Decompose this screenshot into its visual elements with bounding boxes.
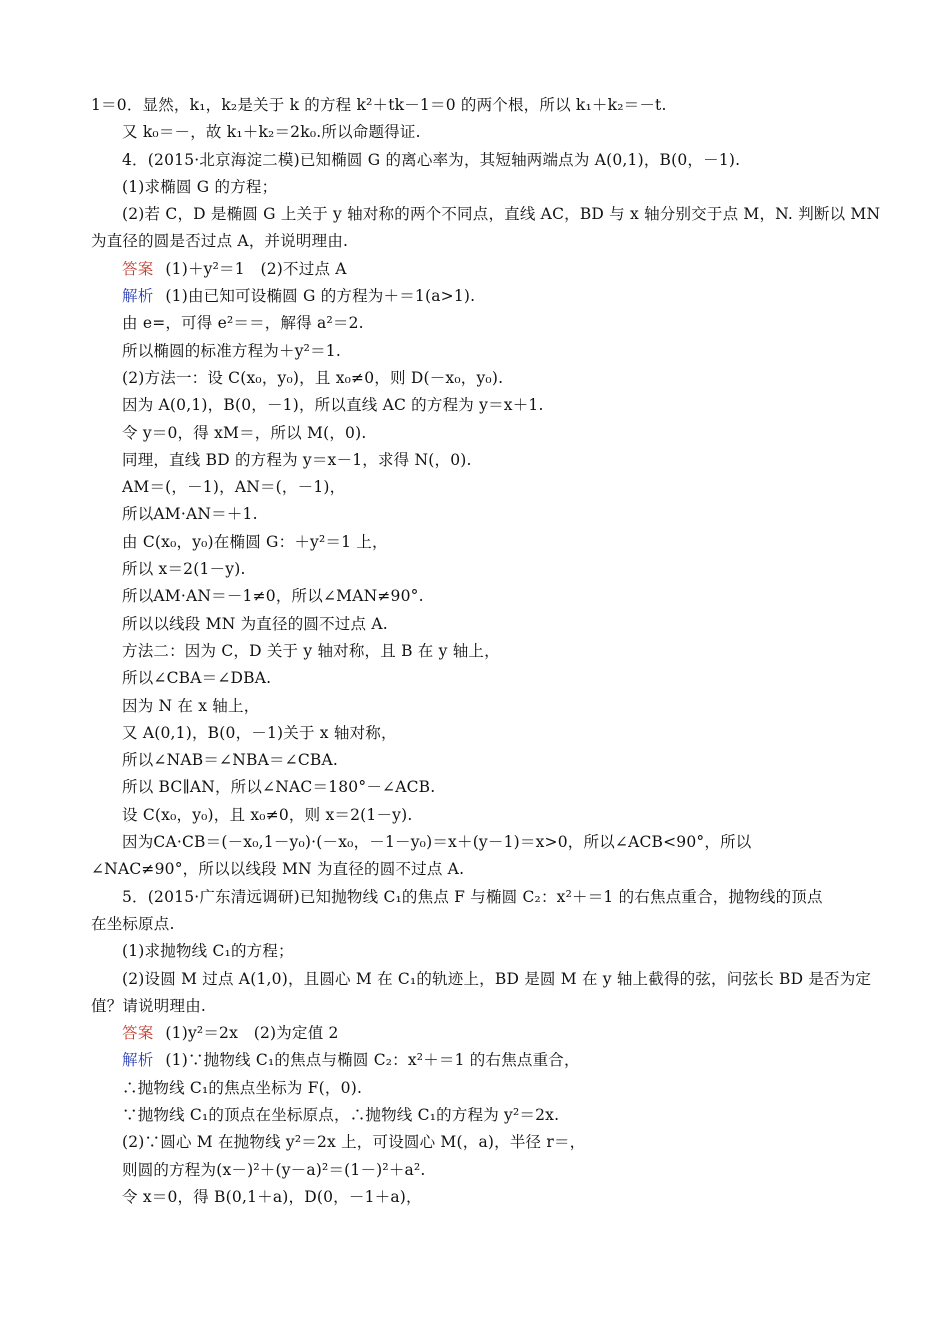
text-line xyxy=(0,201,950,228)
line-text: (1)∵抛物线 C₁的焦点与椭圆 C₂：x²＋＝1 的右焦点重合， xyxy=(165,1051,580,1070)
text-line xyxy=(0,529,950,556)
line-text: (1)y²＝2x (2)为定值 2 xyxy=(165,1024,339,1043)
line-text: 4．(2015·北京海淀二模)已知椭圆 G 的离心率为，其短轴两端点为 A(0,1)，B(0，－1). xyxy=(122,150,741,169)
analysis-label: 解析 xyxy=(122,287,154,306)
analysis-label: 解析 xyxy=(122,1051,154,1070)
line-text: 由 C(x₀，y₀)在椭圆 G：＋y²＝1 上， xyxy=(122,532,388,551)
text-line xyxy=(0,256,950,283)
line-text: 所以AM·AN＝＋1. xyxy=(122,505,258,524)
line-text: 又 k₀＝－，故 k₁＋k₂＝2k₀.所以命题得证. xyxy=(122,123,421,142)
text-line xyxy=(0,884,950,911)
line-text: 值？请说明理由. xyxy=(91,996,207,1015)
text-line xyxy=(0,583,950,610)
text-line xyxy=(0,856,950,883)
line-text: 又 A(0,1)，B(0，－1)关于 x 轴对称， xyxy=(122,723,397,742)
text-line xyxy=(0,802,950,829)
text-line xyxy=(0,147,950,174)
line-text: 设 C(x₀，y₀)，且 x₀≠0，则 x＝2(1－y). xyxy=(122,805,413,824)
text-line xyxy=(0,1129,950,1156)
line-text: 所以椭圆的标准方程为＋y²＝1. xyxy=(122,341,341,360)
text-line xyxy=(0,1020,950,1047)
line-text: AM＝(，－1)，AN＝(，－1)， xyxy=(122,478,346,497)
line-text: 方法二：因为 C，D 关于 y 轴对称，且 B 在 y 轴上， xyxy=(122,641,500,660)
answer-label: 答案 xyxy=(122,259,154,278)
text-line xyxy=(0,392,950,419)
text-line xyxy=(0,1157,950,1184)
text-line xyxy=(0,966,950,993)
text-line xyxy=(0,228,950,255)
line-text: 在坐标原点. xyxy=(91,914,175,933)
text-line xyxy=(0,938,950,965)
line-text: (2)设圆 M 过点 A(1,0)，且圆心 M 在 C₁的轨迹上，BD 是圆 M 在 y 轴上截得的弦，问弦长 BD 是否为定 xyxy=(122,969,872,988)
line-text: ∵抛物线 C₁的顶点在坐标原点，∴抛物线 C₁的方程为 y²＝2x. xyxy=(122,1105,560,1124)
line-text: (1)由已知可设椭圆 G 的方程为＋＝1(a>1). xyxy=(165,287,476,306)
text-line xyxy=(0,1075,950,1102)
line-text: 因为 N 在 x 轴上， xyxy=(122,696,260,715)
line-text: 所以 BC∥AN，所以∠NAC＝180°－∠ACB. xyxy=(122,778,436,797)
line-text: ∴抛物线 C₁的焦点坐标为 F(，0). xyxy=(122,1078,363,1097)
line-text: (2)方法一：设 C(x₀，y₀)，且 x₀≠0，则 D(－x₀，y₀). xyxy=(122,368,504,387)
document-page xyxy=(0,92,950,1211)
answer-label: 答案 xyxy=(122,1024,154,1043)
line-text: ∠NAC≠90°，所以以线段 MN 为直径的圆不过点 A. xyxy=(91,860,465,879)
text-line xyxy=(0,774,950,801)
text-line xyxy=(0,693,950,720)
text-line xyxy=(0,665,950,692)
line-text: 则圆的方程为(x－)²＋(y－a)²＝(1－)²＋a². xyxy=(122,1160,426,1179)
text-line xyxy=(0,720,950,747)
text-line xyxy=(0,174,950,201)
text-line xyxy=(0,1184,950,1211)
text-line xyxy=(0,474,950,501)
line-text: 为直径的圆是否过点 A，并说明理由. xyxy=(91,232,349,251)
text-line xyxy=(0,638,950,665)
text-line xyxy=(0,92,950,119)
line-text: 所以∠CBA＝∠DBA. xyxy=(122,669,272,688)
line-text: (1)求椭圆 G 的方程； xyxy=(122,177,278,196)
line-text: (1)求抛物线 C₁的方程； xyxy=(122,942,294,961)
line-text: (1)＋y²＝1 (2)不过点 A xyxy=(165,259,347,278)
line-text: 同理，直线 BD 的方程为 y＝x－1，求得 N(，0). xyxy=(122,450,472,469)
text-line xyxy=(0,365,950,392)
text-line xyxy=(0,747,950,774)
line-text: 5．(2015·广东清远调研)已知抛物线 C₁的焦点 F 与椭圆 C₂：x²＋＝1 的右焦点重合，抛物线的顶点 xyxy=(122,887,823,906)
line-text: (2)若 C，D 是椭圆 G 上关于 y 轴对称的两个不同点，直线 AC，BD 与 x 轴分别交于点 M，N. 判断以 MN xyxy=(122,205,881,224)
text-line xyxy=(0,338,950,365)
line-text: 令 y＝0，得 xM＝，所以 M(，0). xyxy=(122,423,367,442)
text-line xyxy=(0,611,950,638)
text-line xyxy=(0,447,950,474)
text-line xyxy=(0,119,950,146)
text-line xyxy=(0,829,950,856)
line-text: 由 e=，可得 e²＝＝，解得 a²＝2. xyxy=(122,314,364,333)
line-text: (2)∵圆心 M 在抛物线 y²＝2x 上，可设圆心 M(，a)，半径 r＝， xyxy=(122,1133,586,1152)
line-text: 令 x＝0，得 B(0,1＋a)，D(0，－1＋a)， xyxy=(122,1187,422,1206)
line-text: 1＝0．显然，k₁，k₂是关于 k 的方程 k²＋tk－1＝0 的两个根，所以 k₁＋k₂＝－t. xyxy=(91,96,667,114)
text-line xyxy=(0,993,950,1020)
text-line xyxy=(0,420,950,447)
line-text: 所以以线段 MN 为直径的圆不过点 A. xyxy=(122,614,388,633)
line-text: 所以AM·AN＝－1≠0，所以∠MAN≠90°. xyxy=(122,587,424,606)
line-text: 因为 A(0,1)，B(0，－1)，所以直线 AC 的方程为 y＝x＋1. xyxy=(122,396,544,415)
text-line xyxy=(0,556,950,583)
text-line xyxy=(0,1102,950,1129)
text-line xyxy=(0,283,950,310)
line-text: 所以∠NAB＝∠NBA＝∠CBA. xyxy=(122,751,339,770)
text-line xyxy=(0,911,950,938)
text-line xyxy=(0,310,950,337)
line-text: 因为CA·CB＝(－x₀,1－y₀)·(－x₀，－1－y₀)＝x＋(y－1)＝x>0，所以∠ACB<90°，所以 xyxy=(122,833,752,852)
text-line xyxy=(0,1047,950,1074)
text-line xyxy=(0,501,950,528)
line-text: 所以 x＝2(1－y). xyxy=(122,560,246,579)
